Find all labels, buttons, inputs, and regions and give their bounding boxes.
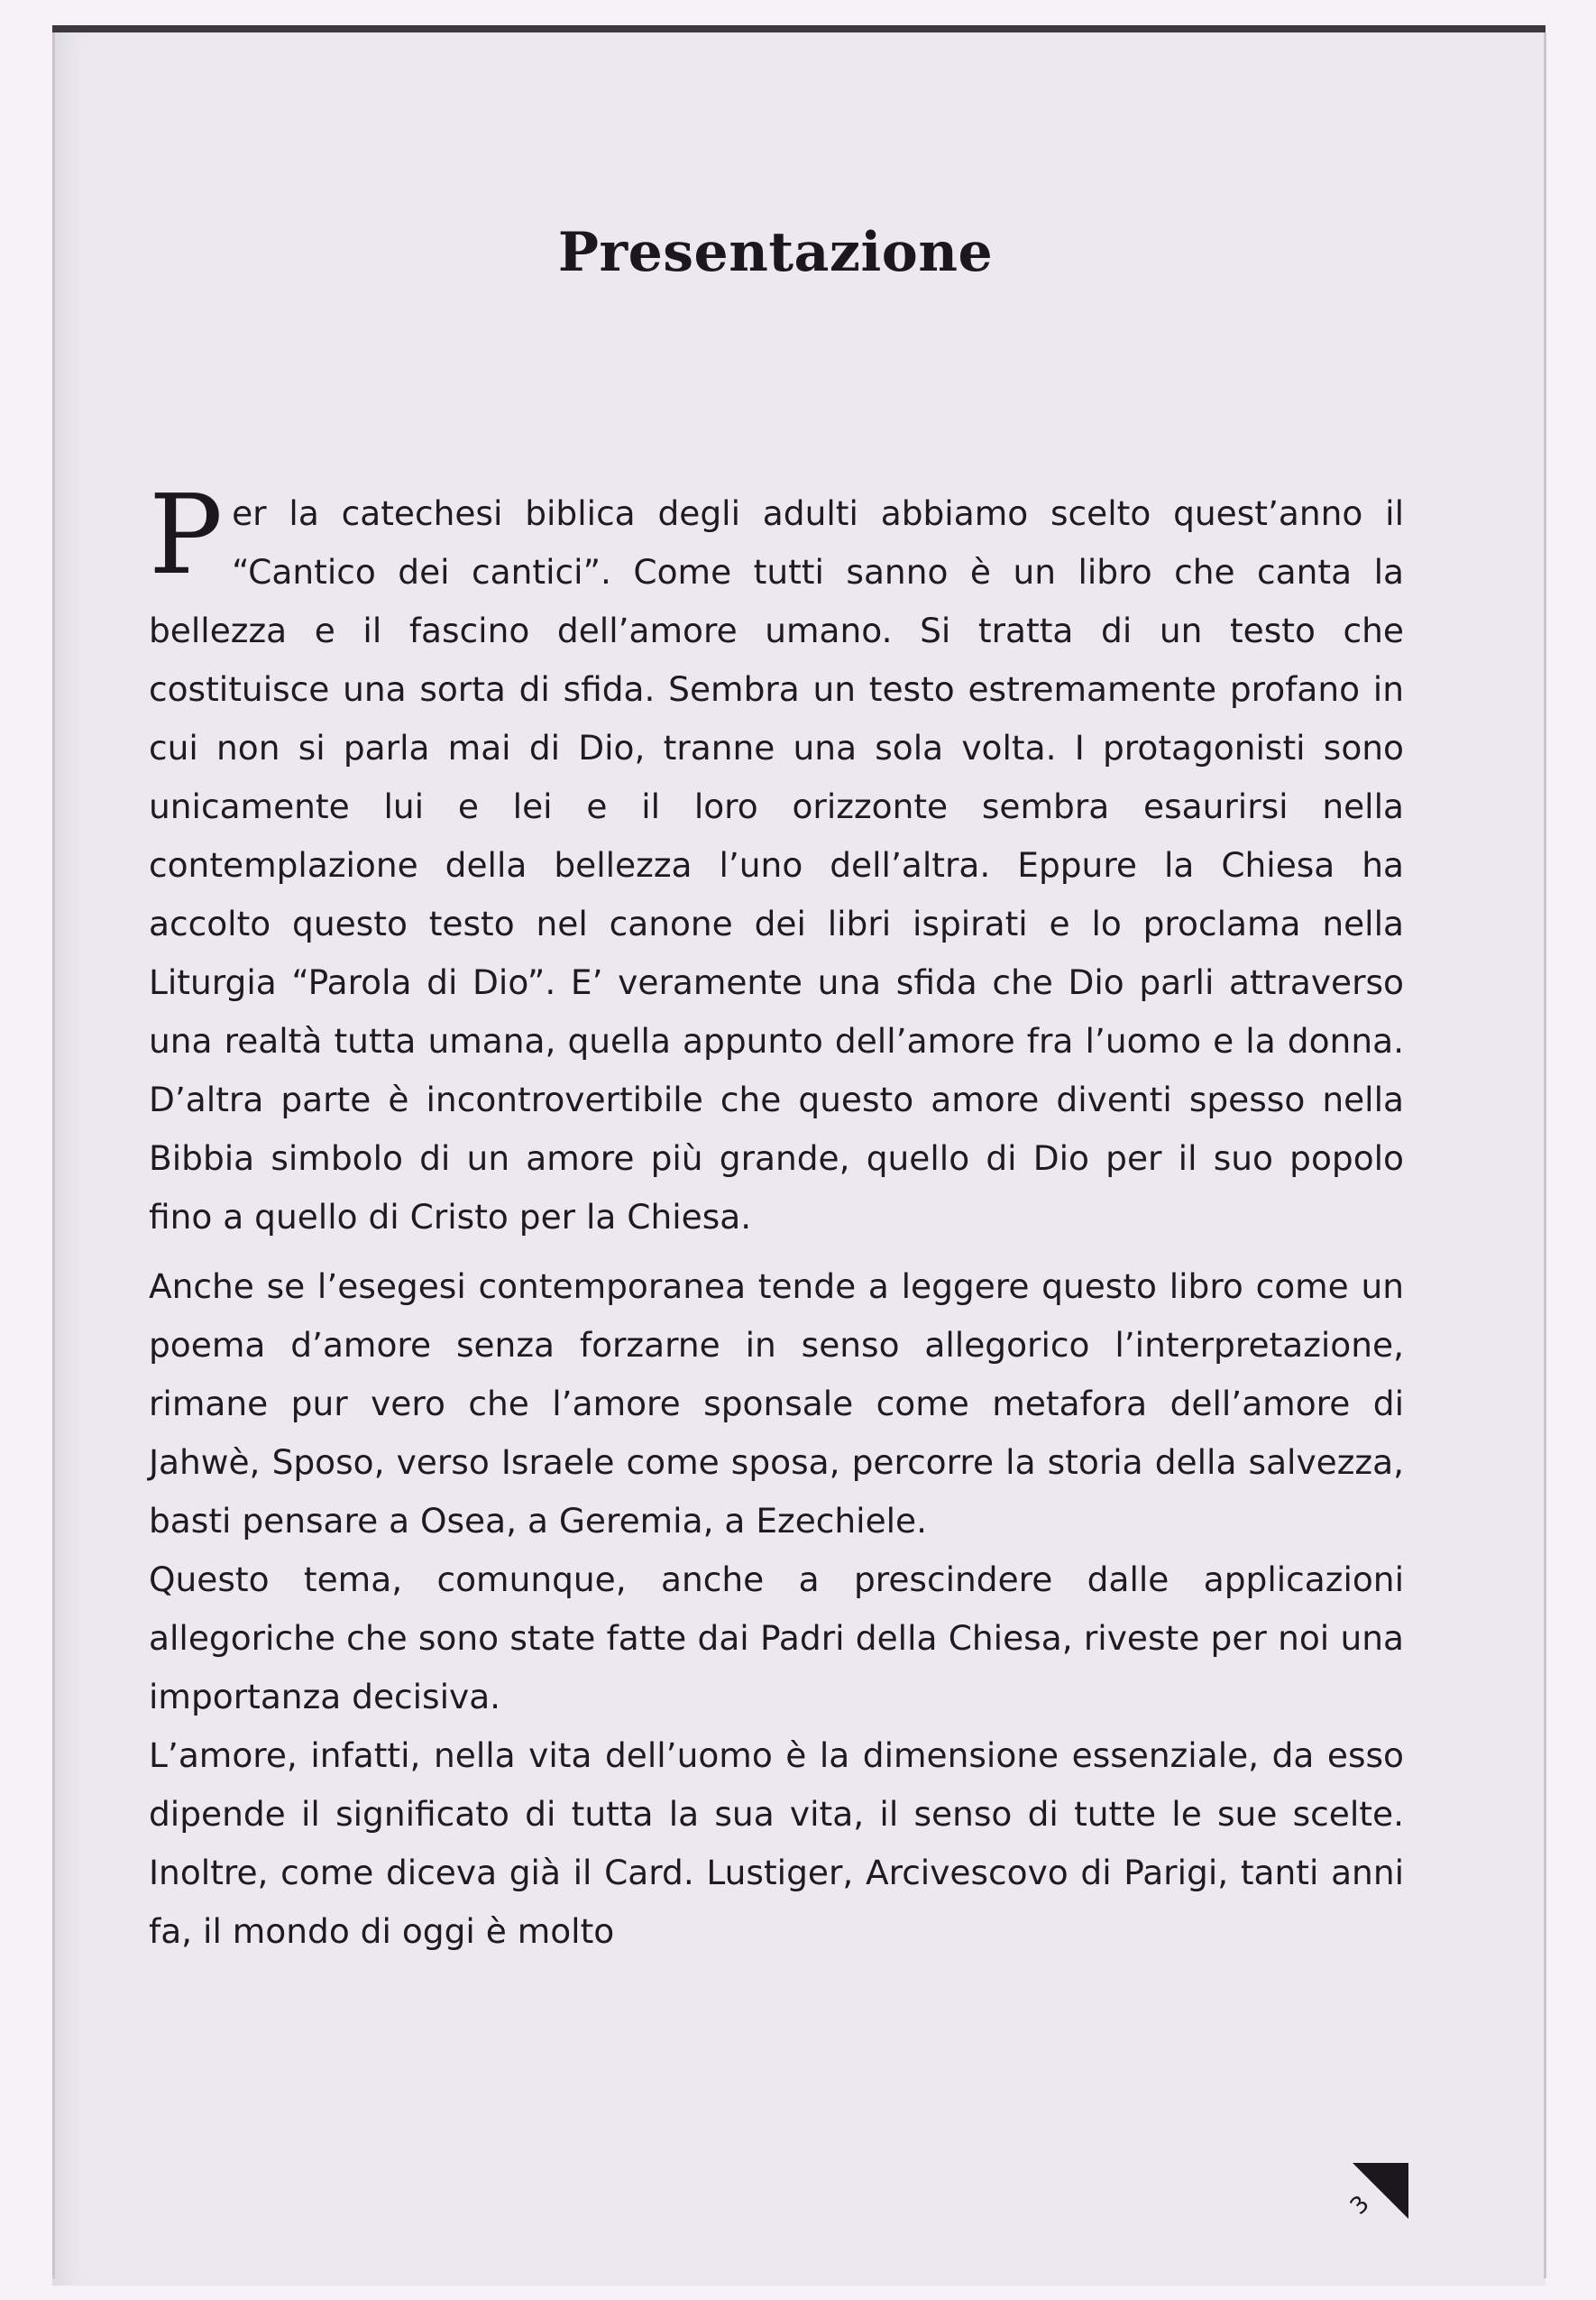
paragraph-3: Questo tema, comunque, anche a prescindere dalle applicazioni allegoriche che sono state fatte dai Padri della Chiesa, riveste per noi una importanza decisiva. — [149, 1559, 1404, 1716]
body-text — [149, 471, 1404, 1961]
drop-cap: P — [149, 471, 224, 599]
paragraph-2: Anche se l’esegesi contemporanea tende a leggere questo libro come un poema d’amore senza forzarne in senso allegorico l’interpretazione, rimane pur vero che l’amore sponsale come metafora dell’amore di Jahwè, Sposo, verso Israele come sposa, percorre la storia della salvezza, basti pensare a Osea, a Geremia, a Ezechiele. — [149, 1266, 1404, 1541]
paragraph-1-text: er la catechesi biblica degli adulti abbiamo scelto quest’anno il “Cantico dei cantici”. Come tutti sanno è un libro che canta la bellezza e il fascino dell’amore umano. Si tratta di un testo che costituisce una sorta di sfida. Sembra un testo estremamente profano in cui non si parla mai di Dio, tranne una sola volta. I protagonisti sono unicamente lui e lei e il loro orizzonte sembra esaurirsi nella contemplazione della bellezza l’uno dell’altra. Eppure la Chiesa ha accolto questo testo nel canone dei libri ispirati e lo proclama nella Liturgia “Parola di Dio”. E’ veramente una sfida che Dio parli attraverso una realtà tutta umana, quella appunto dell’amore fra l’uomo e la donna. D’altra parte è incontrovertibile che questo amore diventi spesso nella Bibbia simbolo di un amore più grande, quello di Dio per il suo popolo fino a quello di Cristo per la Chiesa. — [149, 493, 1404, 1237]
page-edge-left — [52, 32, 55, 2278]
page-edge-right — [1544, 32, 1546, 2278]
paragraph-1 — [149, 471, 1404, 1247]
page-number: 3 — [1344, 2190, 1375, 2221]
paragraph-4: L’amore, infatti, nella vita dell’uomo è la dimensione essenziale, da esso dipende il significato di tutta la sua vita, il senso di tutte le sue scelte. Inoltre, come diceva già il Card. Lustiger, Arcivescovo di Parigi, tanti anni fa, il mondo di oggi è molto — [149, 1735, 1404, 1951]
page-title: Presentazione — [557, 221, 994, 285]
